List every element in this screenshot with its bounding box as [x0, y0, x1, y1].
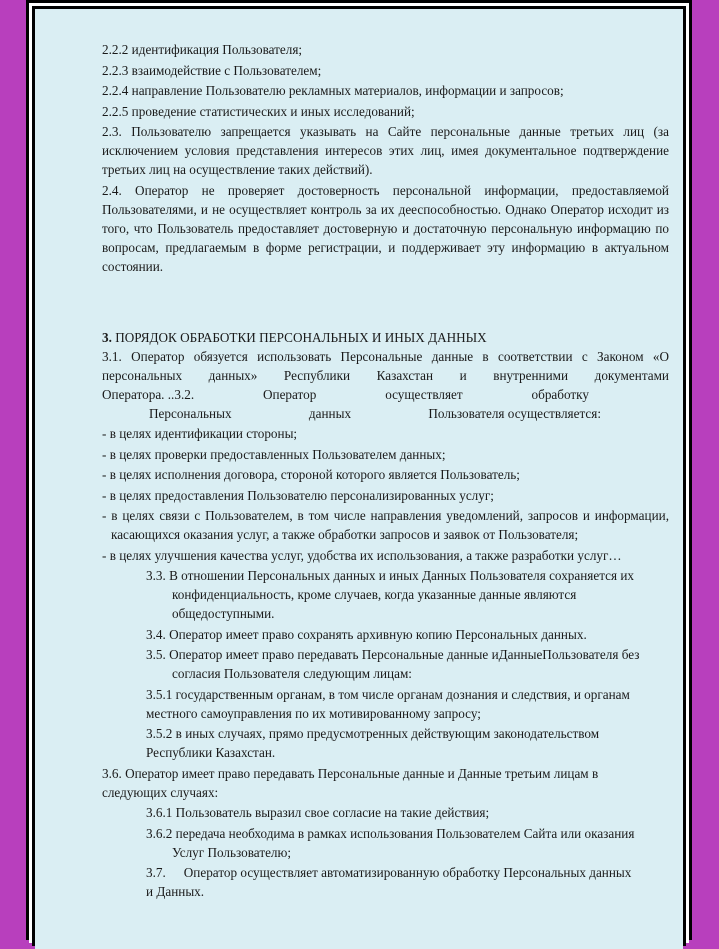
paragraph-3-1: 3.1. Оператор обязуется использовать Персональные данные в соответствии с Законом «О персональных данных» Республики Казахстан и внутренними документами	[102, 348, 669, 383]
purpose-item-4: - в целях предоставления Пользователю персонализированных услуг;	[102, 487, 494, 503]
document-body	[102, 40, 669, 901]
p32-word-2: данных	[308, 405, 352, 421]
item-2-2-2: 2.2.2 идентификация Пользователя;	[102, 42, 303, 57]
item-2-2-3: 2.2.3 взаимодействие с Пользователем;	[102, 62, 322, 78]
section-3-heading	[102, 328, 669, 347]
paragraph-2-4: 2.4. Оператор не проверяет достоверность персональной информации, предоставляемой Пользователями, и не осуществляет контроль за их дееспособностью. Однако Оператор исходит из того, что Пользователь предоставляет достоверную и достаточную персональную информацию по вопросам, предлагаемым в форме регистрации, и поддерживает эту информацию в актуальном состоянии.	[102, 182, 669, 274]
paragraph-3-2	[102, 404, 669, 423]
p31-word-4: обработку	[531, 386, 589, 402]
paragraph-3-5-2: 3.5.2 в иных случаях, прямо предусмотренных действующим законодательством Республики Казахстан.	[146, 726, 600, 760]
paragraph-3-7-text: Оператор осуществляет автоматизированную обработку Персональных данных и Данных.	[146, 865, 632, 899]
p31-word-2: Оператор	[263, 386, 317, 402]
paragraph-3-5-1: 3.5.1 государственным органам, в том числе органам дознания и следствия, и органам местного самоуправления по их мотивированному запросу;	[146, 686, 630, 721]
paragraph-3-6-2: 3.6.2 передача необходима в рамках использования Пользователем Сайта или оказания Услуг Пользователю;	[146, 825, 635, 860]
paragraph-2-3: 2.3. Пользователю запрещается указывать на Сайте персональные данные третьих лиц (за исключением условия представления интересов этих лиц, имея документальное подтверждение третьих лиц на осуществление таких действий).	[102, 124, 669, 177]
purpose-item-3: - в целях исполнения договора, стороной которого является Пользователь;	[102, 467, 520, 482]
p32-word-3: Пользователя осуществляется:	[428, 405, 601, 421]
p31-word-1: Оператора. ..3.2.	[102, 386, 195, 402]
paragraph-3-7	[102, 863, 669, 901]
paragraph-3-6-1: 3.6.1 Пользователь выразил свое согласие на такие действия;	[146, 805, 490, 820]
purpose-item-5: - в целях связи с Пользователем, в том числе направления уведомлений, запросов и информации, касающихся оказания услуг, а также обработки запросов и заявок от Пользователя;	[102, 508, 669, 542]
p31-word-3: осуществляет	[385, 386, 463, 402]
item-2-2-5: 2.2.5 проведение статистических и иных исследований;	[102, 103, 415, 119]
paragraph-3-5: 3.5. Оператор имеет право передавать Персональные данные иДанныеПользователя без согласия Пользователя следующим лицам:	[146, 647, 640, 681]
paragraph-3-4: 3.4. Оператор имеет право сохранять архивную копию Персональных данных.	[146, 626, 587, 642]
item-2-2-4: 2.2.4 направление Пользователю рекламных материалов, информации и запросов;	[102, 83, 564, 98]
purpose-item-6: - в целях улучшения качества услуг, удобства их использования, а также разработки услуг…	[102, 547, 622, 563]
paragraph-3-1-tail	[102, 385, 669, 404]
section-3-number: 3.	[102, 329, 112, 345]
paragraph-3-3: 3.3. В отношении Персональных данных и иных Данных Пользователя сохраняется их конфиденциальность, кроме случаев, когда указанные данные являются общедоступными.	[146, 568, 635, 621]
p32-word-1: Персональных	[149, 405, 232, 421]
purpose-item-2: - в целях проверки предоставленных Пользователем данных;	[102, 446, 446, 462]
section-3-title: ПОРЯДОК ОБРАБОТКИ ПЕРСОНАЛЬНЫХ И ИНЫХ ДАННЫХ	[111, 329, 487, 345]
purpose-item-1: - в целях идентификации стороны;	[102, 426, 298, 441]
paragraph-3-7-number: 3.7.	[146, 865, 166, 880]
paragraph-3-6: 3.6. Оператор имеет право передавать Персональные данные и Данные третьим лицам в следующих случаях:	[102, 765, 599, 800]
